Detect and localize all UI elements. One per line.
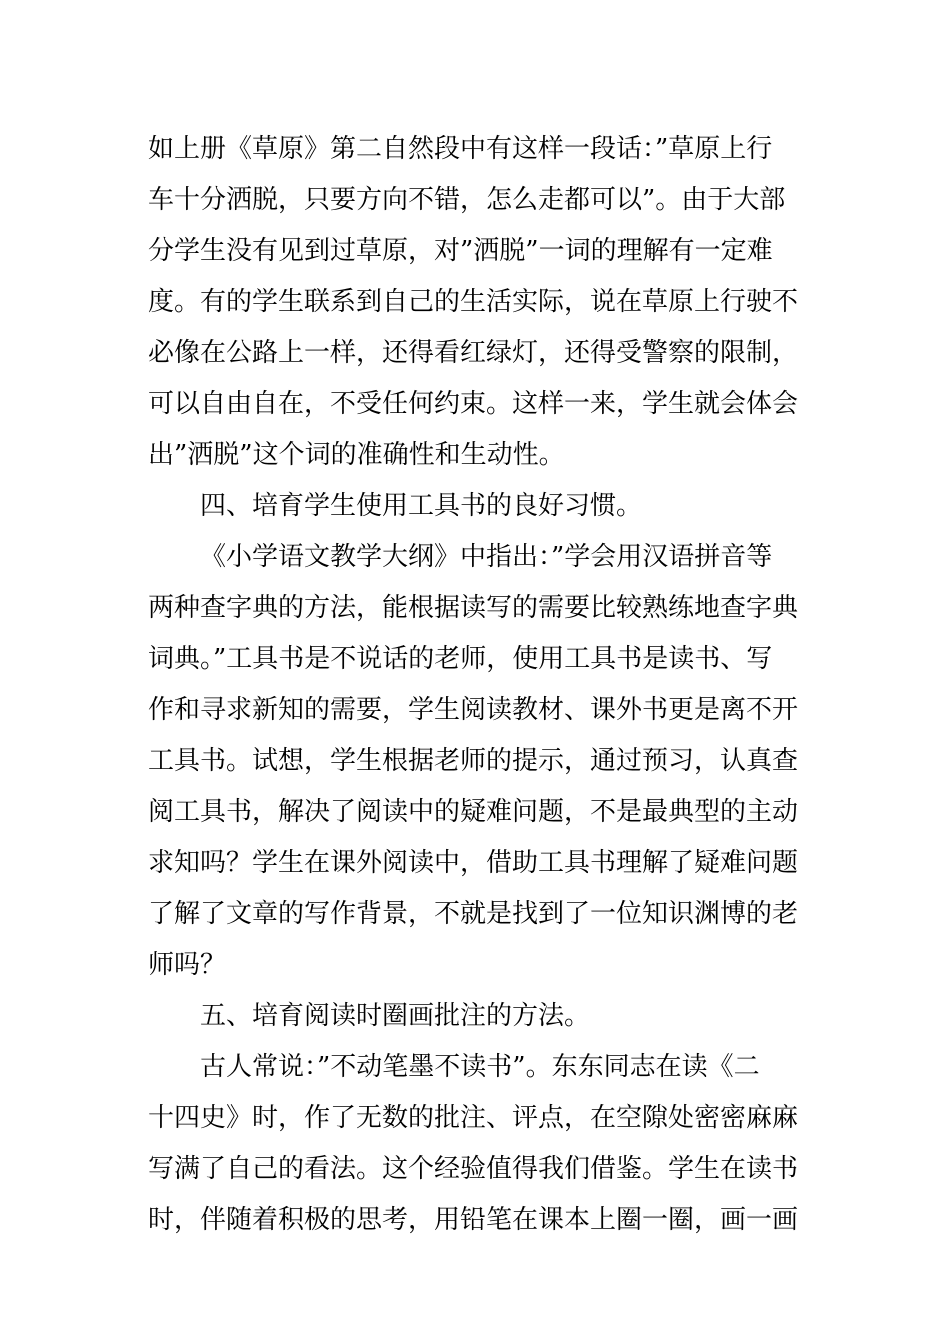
paragraph-reference-books <box>148 532 810 991</box>
text-line: 两种查字典的方法，能根据读写的需要比较熟练地查字典 <box>148 593 799 623</box>
text-line: 必像在公路上一样，还得看红绿灯，还得受警察的限制， <box>148 338 799 368</box>
paragraph-caoyuan-example <box>148 124 810 481</box>
text-line: 工具书。试想，学生根据老师的提示，通过预习，认真查 <box>148 746 799 776</box>
document-body <box>148 124 810 1246</box>
text-line: 《小学语文教学大纲》中指出：”学会用汉语拼音等 <box>200 542 773 572</box>
text-line: 如上册《草原》第二自然段中有这样一段话：”草原上行 <box>148 134 773 164</box>
heading-text: 四、培育学生使用工具书的良好习惯。 <box>200 491 643 521</box>
heading-text: 五、培育阅读时圈画批注的方法。 <box>200 1001 591 1031</box>
text-line: 时，伴随着积极的思考，用铅笔在课本上圈一圈，画一画 <box>148 1205 799 1235</box>
text-line: 写满了自己的看法。这个经验值得我们借鉴。学生在读书 <box>148 1154 799 1184</box>
section-heading-4 <box>148 481 810 532</box>
text-line: 十四史》时，作了无数的批注、评点，在空隙处密密麻麻 <box>148 1103 799 1133</box>
text-line: 词典。”工具书是不说话的老师，使用工具书是读书、写 <box>148 644 773 674</box>
text-line: 出”洒脱”这个词的准确性和生动性。 <box>148 440 565 470</box>
text-line: 了解了文章的写作背景，不就是找到了一位知识渊博的老 <box>148 899 799 929</box>
text-line: 师吗？ <box>148 950 227 980</box>
paragraph-annotation <box>148 1042 810 1246</box>
text-line: 度。有的学生联系到自己的生活实际，说在草原上行驶不 <box>148 287 799 317</box>
text-line: 车十分洒脱，只要方向不错，怎么走都可以”。由于大部 <box>148 185 786 215</box>
text-line: 可以自由自在，不受任何约束。这样一来，学生就会体会 <box>148 389 799 419</box>
text-line: 古人常说：”不动笔墨不读书”。东东同志在读《二 <box>200 1052 760 1082</box>
text-line: 作和寻求新知的需要，学生阅读教材、课外书更是离不开 <box>148 695 799 725</box>
section-heading-5 <box>148 991 810 1042</box>
text-line: 求知吗？学生在课外阅读中，借助工具书理解了疑难问题 <box>148 848 799 878</box>
text-line: 分学生没有见到过草原，对”洒脱”一词的理解有一定难 <box>148 236 773 266</box>
text-line: 阅工具书，解决了阅读中的疑难问题，不是最典型的主动 <box>148 797 799 827</box>
